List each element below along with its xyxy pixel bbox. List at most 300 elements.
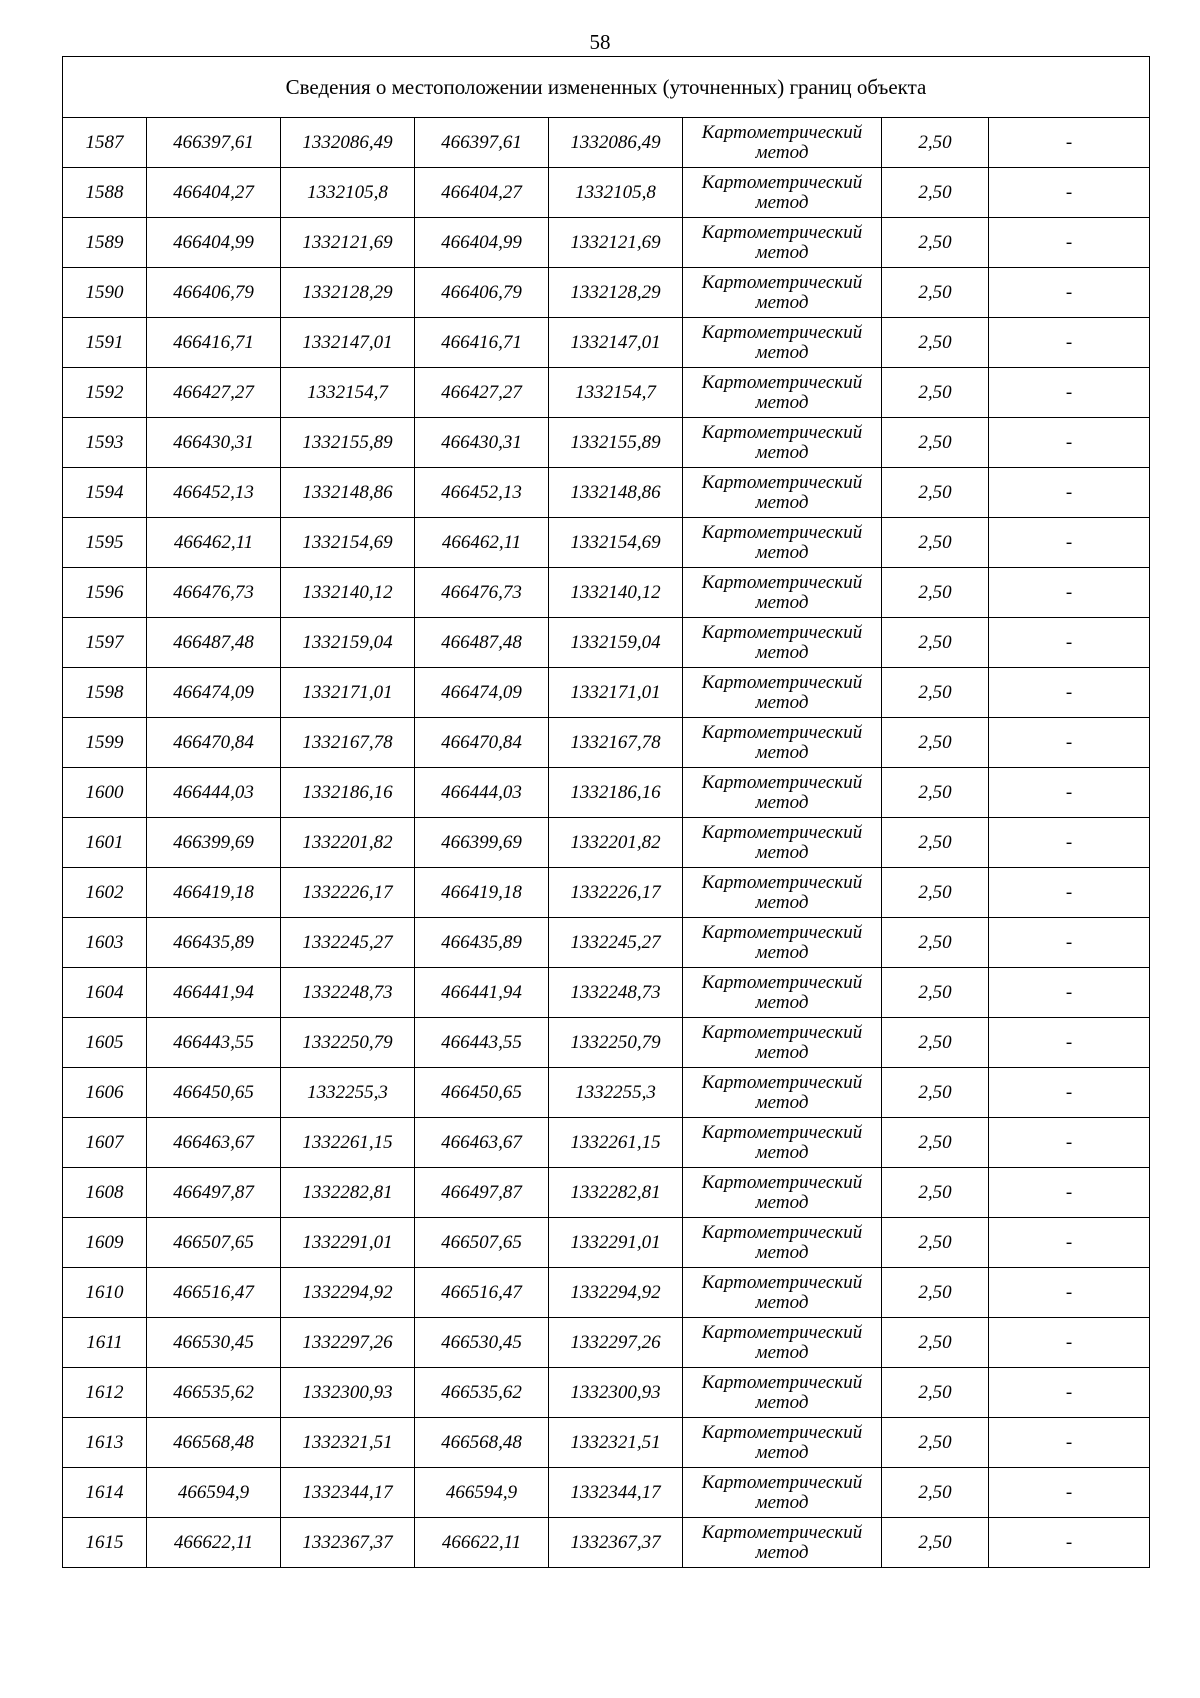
accuracy-cell: 2,50 [882,1268,989,1318]
table-row [63,418,1150,468]
method-line-1: Картометрический [701,1321,863,1343]
method-line-2: метод [755,991,809,1013]
note-cell: - [989,868,1150,918]
refined-y-cell: 1332294,92 [549,1268,683,1318]
accuracy-cell: 2,50 [882,268,989,318]
note-cell: - [989,1518,1150,1568]
method-line-1: Картометрический [701,121,863,143]
method-line-1: Картометрический [701,171,863,193]
existing-x-cell: 466430,31 [147,418,281,468]
refined-x-cell: 466404,99 [415,218,549,268]
refined-y-cell: 1332367,37 [549,1518,683,1568]
existing-x-cell: 466404,27 [147,168,281,218]
method-cell [683,118,882,168]
refined-y-cell: 1332147,01 [549,318,683,368]
accuracy-cell: 2,50 [882,518,989,568]
method-line-1: Картометрический [701,771,863,793]
method-line-2: метод [755,1291,809,1313]
refined-x-cell: 466535,62 [415,1368,549,1418]
method-line-1: Картометрический [701,1171,863,1193]
table-row [63,818,1150,868]
accuracy-cell: 2,50 [882,1518,989,1568]
method-line-1: Картометрический [701,1471,863,1493]
note-cell: - [989,718,1150,768]
table-row [63,618,1150,668]
refined-x-cell: 466397,61 [415,118,549,168]
note-cell: - [989,318,1150,368]
existing-x-cell: 466419,18 [147,868,281,918]
point-number-cell: 1590 [63,268,147,318]
method-line-2: метод [755,1041,809,1063]
point-number-cell: 1611 [63,1318,147,1368]
note-cell: - [989,1068,1150,1118]
refined-y-cell: 1332282,81 [549,1168,683,1218]
table-body [63,118,1150,1568]
accuracy-cell: 2,50 [882,868,989,918]
method-cell [683,1418,882,1468]
method-line-1: Картометрический [701,371,863,393]
method-cell [683,1018,882,1068]
existing-y-cell: 1332105,8 [281,168,415,218]
existing-x-cell: 466470,84 [147,718,281,768]
accuracy-cell: 2,50 [882,1368,989,1418]
method-line-2: метод [755,541,809,563]
refined-x-cell: 466462,11 [415,518,549,568]
existing-x-cell: 466452,13 [147,468,281,518]
existing-x-cell: 466487,48 [147,618,281,668]
accuracy-cell: 2,50 [882,218,989,268]
refined-x-cell: 466444,03 [415,768,549,818]
existing-y-cell: 1332128,29 [281,268,415,318]
method-line-2: метод [755,1491,809,1513]
point-number-cell: 1595 [63,518,147,568]
method-line-1: Картометрический [701,1421,863,1443]
refined-x-cell: 466474,09 [415,668,549,718]
note-cell: - [989,618,1150,668]
refined-x-cell: 466487,48 [415,618,549,668]
refined-y-cell: 1332255,3 [549,1068,683,1118]
existing-y-cell: 1332250,79 [281,1018,415,1068]
method-cell [683,1318,882,1368]
refined-y-cell: 1332245,27 [549,918,683,968]
existing-y-cell: 1332154,7 [281,368,415,418]
method-cell [683,418,882,468]
table-row [63,1368,1150,1418]
refined-x-cell: 466450,65 [415,1068,549,1118]
refined-x-cell: 466568,48 [415,1418,549,1468]
method-cell [683,368,882,418]
method-line-2: метод [755,491,809,513]
method-cell [683,818,882,868]
existing-y-cell: 1332282,81 [281,1168,415,1218]
refined-y-cell: 1332321,51 [549,1418,683,1468]
method-cell [683,1168,882,1218]
existing-y-cell: 1332261,15 [281,1118,415,1168]
refined-x-cell: 466622,11 [415,1518,549,1568]
table-row [63,1418,1150,1468]
accuracy-cell: 2,50 [882,468,989,518]
refined-x-cell: 466530,45 [415,1318,549,1368]
method-line-1: Картометрический [701,721,863,743]
refined-y-cell: 1332248,73 [549,968,683,1018]
method-line-2: метод [755,1091,809,1113]
existing-y-cell: 1332294,92 [281,1268,415,1318]
table-row [63,918,1150,968]
point-number-cell: 1589 [63,218,147,268]
existing-y-cell: 1332321,51 [281,1418,415,1468]
refined-y-cell: 1332201,82 [549,818,683,868]
existing-y-cell: 1332291,01 [281,1218,415,1268]
refined-y-cell: 1332291,01 [549,1218,683,1268]
existing-x-cell: 466397,61 [147,118,281,168]
point-number-cell: 1597 [63,618,147,668]
note-cell: - [989,518,1150,568]
existing-x-cell: 466463,67 [147,1118,281,1168]
method-line-2: метод [755,1191,809,1213]
method-line-2: метод [755,241,809,263]
point-number-cell: 1594 [63,468,147,518]
method-line-2: метод [755,1141,809,1163]
existing-x-cell: 466427,27 [147,368,281,418]
note-cell: - [989,468,1150,518]
table-row [63,218,1150,268]
existing-x-cell: 466474,09 [147,668,281,718]
refined-y-cell: 1332128,29 [549,268,683,318]
table-row [63,668,1150,718]
accuracy-cell: 2,50 [882,318,989,368]
method-line-2: метод [755,1541,809,1563]
method-line-1: Картометрический [701,521,863,543]
refined-x-cell: 466427,27 [415,368,549,418]
refined-y-cell: 1332121,69 [549,218,683,268]
point-number-cell: 1592 [63,368,147,418]
table-row [63,468,1150,518]
table-row [63,868,1150,918]
point-number-cell: 1610 [63,1268,147,1318]
accuracy-cell: 2,50 [882,368,989,418]
note-cell: - [989,1468,1150,1518]
method-cell [683,1218,882,1268]
method-line-1: Картометрический [701,921,863,943]
existing-y-cell: 1332300,93 [281,1368,415,1418]
existing-x-cell: 466594,9 [147,1468,281,1518]
method-cell [683,268,882,318]
point-number-cell: 1614 [63,1468,147,1518]
existing-y-cell: 1332248,73 [281,968,415,1018]
method-line-2: метод [755,441,809,463]
point-number-cell: 1608 [63,1168,147,1218]
method-line-1: Картометрический [701,221,863,243]
point-number-cell: 1603 [63,918,147,968]
refined-x-cell: 466406,79 [415,268,549,318]
note-cell: - [989,968,1150,1018]
method-line-2: метод [755,791,809,813]
method-line-1: Картометрический [701,1371,863,1393]
method-line-1: Картометрический [701,971,863,993]
existing-x-cell: 466507,65 [147,1218,281,1268]
table-row [63,1468,1150,1518]
table-title: Сведения о местоположении измененных (уточненных) границ объекта [63,57,1150,118]
method-line-2: метод [755,1241,809,1263]
note-cell: - [989,1118,1150,1168]
method-cell [683,1368,882,1418]
accuracy-cell: 2,50 [882,768,989,818]
method-line-2: метод [755,1441,809,1463]
accuracy-cell: 2,50 [882,1068,989,1118]
refined-x-cell: 466452,13 [415,468,549,518]
method-line-2: метод [755,391,809,413]
existing-y-cell: 1332147,01 [281,318,415,368]
existing-y-cell: 1332167,78 [281,718,415,768]
method-line-1: Картометрический [701,671,863,693]
point-number-cell: 1588 [63,168,147,218]
refined-x-cell: 466419,18 [415,868,549,918]
refined-x-cell: 466463,67 [415,1118,549,1168]
point-number-cell: 1599 [63,718,147,768]
note-cell: - [989,118,1150,168]
accuracy-cell: 2,50 [882,1418,989,1468]
method-cell [683,518,882,568]
method-cell [683,918,882,968]
existing-y-cell: 1332171,01 [281,668,415,718]
existing-y-cell: 1332148,86 [281,468,415,518]
refined-x-cell: 466416,71 [415,318,549,368]
method-line-1: Картометрический [701,1271,863,1293]
existing-y-cell: 1332201,82 [281,818,415,868]
accuracy-cell: 2,50 [882,818,989,868]
note-cell: - [989,268,1150,318]
refined-x-cell: 466476,73 [415,568,549,618]
note-cell: - [989,1168,1150,1218]
refined-x-cell: 466430,31 [415,418,549,468]
method-line-1: Картометрический [701,1071,863,1093]
table-row [63,1068,1150,1118]
method-line-1: Картометрический [701,1121,863,1143]
refined-y-cell: 1332086,49 [549,118,683,168]
note-cell: - [989,168,1150,218]
method-line-2: метод [755,141,809,163]
existing-x-cell: 466416,71 [147,318,281,368]
refined-y-cell: 1332159,04 [549,618,683,668]
method-cell [683,1518,882,1568]
method-cell [683,468,882,518]
method-line-1: Картометрический [701,821,863,843]
existing-y-cell: 1332186,16 [281,768,415,818]
table-row [63,568,1150,618]
accuracy-cell: 2,50 [882,1018,989,1068]
point-number-cell: 1605 [63,1018,147,1068]
existing-x-cell: 466462,11 [147,518,281,568]
existing-y-cell: 1332154,69 [281,518,415,568]
existing-y-cell: 1332297,26 [281,1318,415,1368]
method-line-1: Картометрический [701,271,863,293]
method-cell [683,668,882,718]
point-number-cell: 1593 [63,418,147,468]
refined-y-cell: 1332140,12 [549,568,683,618]
table-row [63,968,1150,1018]
refined-x-cell: 466443,55 [415,1018,549,1068]
method-cell [683,1268,882,1318]
existing-y-cell: 1332255,3 [281,1068,415,1118]
existing-y-cell: 1332226,17 [281,868,415,918]
point-number-cell: 1609 [63,1218,147,1268]
method-line-2: метод [755,891,809,913]
note-cell: - [989,1318,1150,1368]
accuracy-cell: 2,50 [882,718,989,768]
accuracy-cell: 2,50 [882,1468,989,1518]
method-line-1: Картометрический [701,1021,863,1043]
existing-x-cell: 466476,73 [147,568,281,618]
method-cell [683,618,882,668]
refined-x-cell: 466594,9 [415,1468,549,1518]
existing-y-cell: 1332159,04 [281,618,415,668]
refined-y-cell: 1332344,17 [549,1468,683,1518]
method-line-1: Картометрический [701,1221,863,1243]
method-line-1: Картометрический [701,471,863,493]
table-row [63,1118,1150,1168]
method-cell [683,1068,882,1118]
method-cell [683,968,882,1018]
existing-x-cell: 466441,94 [147,968,281,1018]
method-line-2: метод [755,1391,809,1413]
existing-x-cell: 466516,47 [147,1268,281,1318]
method-line-2: метод [755,591,809,613]
point-number-cell: 1596 [63,568,147,618]
accuracy-cell: 2,50 [882,668,989,718]
accuracy-cell: 2,50 [882,1118,989,1168]
note-cell: - [989,568,1150,618]
existing-y-cell: 1332245,27 [281,918,415,968]
point-number-cell: 1598 [63,668,147,718]
table-row [63,1318,1150,1368]
table-row [63,1168,1150,1218]
point-number-cell: 1604 [63,968,147,1018]
method-cell [683,568,882,618]
note-cell: - [989,818,1150,868]
refined-x-cell: 466470,84 [415,718,549,768]
refined-y-cell: 1332171,01 [549,668,683,718]
method-line-2: метод [755,641,809,663]
method-cell [683,868,882,918]
existing-y-cell: 1332344,17 [281,1468,415,1518]
table-row [63,168,1150,218]
table-row [63,368,1150,418]
method-line-2: метод [755,691,809,713]
refined-x-cell: 466435,89 [415,918,549,968]
refined-x-cell: 466516,47 [415,1268,549,1318]
existing-y-cell: 1332367,37 [281,1518,415,1568]
existing-x-cell: 466399,69 [147,818,281,868]
refined-y-cell: 1332167,78 [549,718,683,768]
method-line-2: метод [755,291,809,313]
method-cell [683,218,882,268]
note-cell: - [989,1418,1150,1468]
method-line-2: метод [755,341,809,363]
note-cell: - [989,1368,1150,1418]
existing-y-cell: 1332155,89 [281,418,415,468]
table-row [63,1218,1150,1268]
method-line-2: метод [755,841,809,863]
page-number: 58 [589,30,611,54]
existing-x-cell: 466530,45 [147,1318,281,1368]
refined-y-cell: 1332261,15 [549,1118,683,1168]
refined-x-cell: 466404,27 [415,168,549,218]
point-number-cell: 1615 [63,1518,147,1568]
method-line-2: метод [755,191,809,213]
refined-x-cell: 466441,94 [415,968,549,1018]
point-number-cell: 1607 [63,1118,147,1168]
existing-y-cell: 1332121,69 [281,218,415,268]
table-title-row [63,57,1150,118]
refined-y-cell: 1332154,69 [549,518,683,568]
note-cell: - [989,1268,1150,1318]
existing-x-cell: 466497,87 [147,1168,281,1218]
existing-x-cell: 466450,65 [147,1068,281,1118]
accuracy-cell: 2,50 [882,618,989,668]
method-line-1: Картометрический [701,421,863,443]
point-number-cell: 1612 [63,1368,147,1418]
point-number-cell: 1602 [63,868,147,918]
accuracy-cell: 2,50 [882,968,989,1018]
refined-y-cell: 1332154,7 [549,368,683,418]
method-line-1: Картометрический [701,571,863,593]
accuracy-cell: 2,50 [882,1168,989,1218]
refined-y-cell: 1332186,16 [549,768,683,818]
refined-x-cell: 466399,69 [415,818,549,868]
point-number-cell: 1613 [63,1418,147,1468]
table-row [63,1018,1150,1068]
method-line-2: метод [755,741,809,763]
refined-x-cell: 466507,65 [415,1218,549,1268]
accuracy-cell: 2,50 [882,568,989,618]
table-row [63,718,1150,768]
note-cell: - [989,668,1150,718]
note-cell: - [989,918,1150,968]
boundary-coordinates-table [62,56,1150,1568]
table-row [63,118,1150,168]
table-row [63,1268,1150,1318]
table-row [63,768,1150,818]
refined-y-cell: 1332250,79 [549,1018,683,1068]
existing-x-cell: 466406,79 [147,268,281,318]
existing-x-cell: 466535,62 [147,1368,281,1418]
method-cell [683,318,882,368]
accuracy-cell: 2,50 [882,1318,989,1368]
note-cell: - [989,418,1150,468]
refined-y-cell: 1332148,86 [549,468,683,518]
note-cell: - [989,1018,1150,1068]
table-row [63,518,1150,568]
point-number-cell: 1601 [63,818,147,868]
note-cell: - [989,218,1150,268]
method-cell [683,768,882,818]
point-number-cell: 1591 [63,318,147,368]
refined-x-cell: 466497,87 [415,1168,549,1218]
existing-x-cell: 466444,03 [147,768,281,818]
refined-y-cell: 1332297,26 [549,1318,683,1368]
existing-x-cell: 466435,89 [147,918,281,968]
existing-y-cell: 1332086,49 [281,118,415,168]
refined-y-cell: 1332300,93 [549,1368,683,1418]
existing-x-cell: 466404,99 [147,218,281,268]
method-cell [683,1468,882,1518]
refined-y-cell: 1332105,8 [549,168,683,218]
refined-y-cell: 1332155,89 [549,418,683,468]
note-cell: - [989,1218,1150,1268]
method-line-1: Картометрический [701,871,863,893]
table-row [63,318,1150,368]
point-number-cell: 1587 [63,118,147,168]
